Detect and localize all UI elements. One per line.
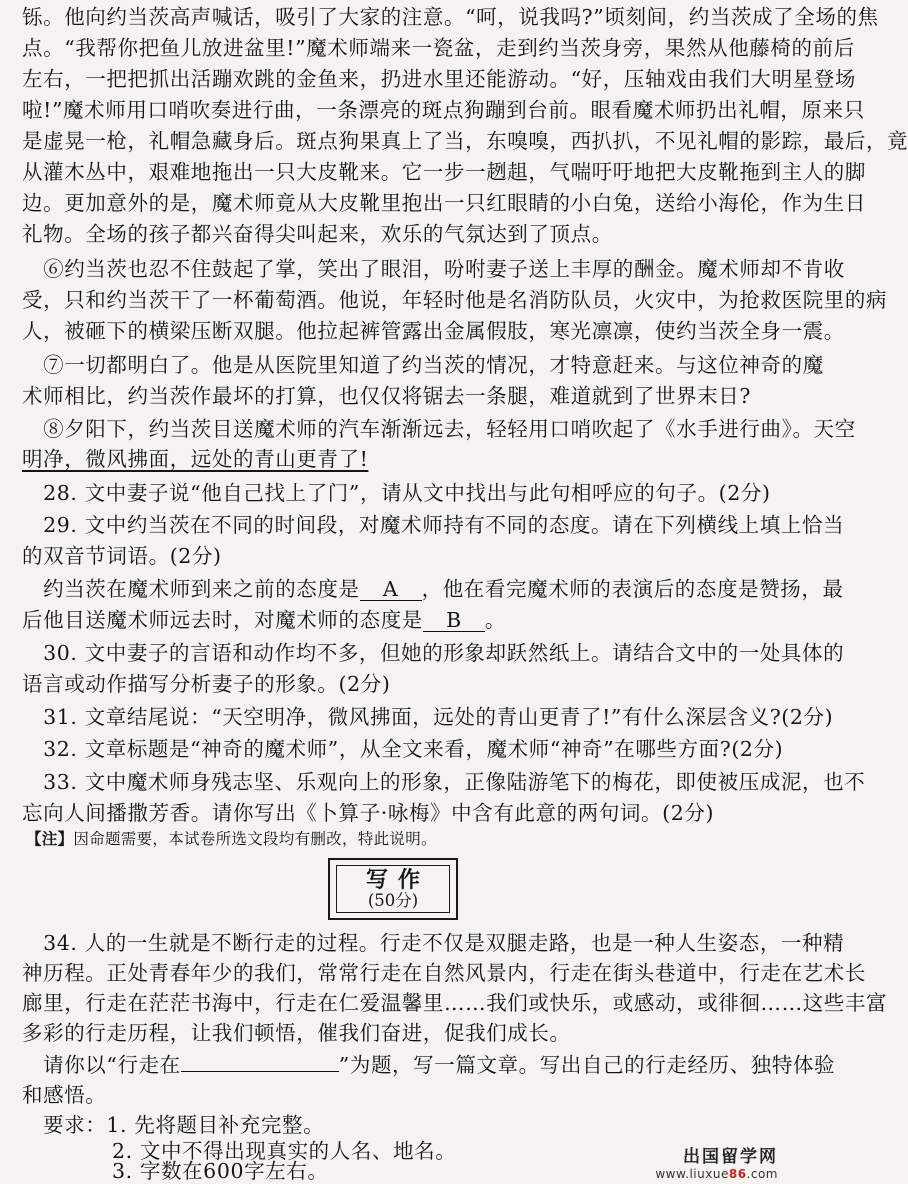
passage-line: 是虚晃一枪，礼帽急藏身后。斑点狗果真上了当，东嗅嗅，西扒扒，不见礼帽的影踪，最后，竟 <box>22 129 908 153</box>
passage-line: 左右，一把把抓出活蹦欢跳的金鱼来，扔进水里还能游动。“好，压轴戏由我们大明星登场 <box>22 67 856 91</box>
writing-section-inner <box>336 865 450 913</box>
passage-line: 铄。他向约当茨高声喊话，吸引了大家的注意。“呵，说我吗?”顷刻间，约当茨成了全场的焦 <box>22 5 879 29</box>
note-text: 因命题需要，本试卷所选文段均有删改，特此说明。 <box>73 830 437 848</box>
essay-prompt-line: 神历程。正处青春年少的我们，常常行走在自然风景内，行走在街头巷道中，行走在艺术长 <box>22 961 866 985</box>
requirement-2: 2. 文中不得出现真实的人名、地名。 <box>112 1139 457 1163</box>
essay-instruction-text: 请你以“行走在 <box>22 1053 181 1077</box>
passage-line: 从灌木丛中，艰难地拖出一只大皮靴来。它一步一趔趄，气喘吁吁地把大皮靴拖到主人的脚 <box>22 160 866 184</box>
watermark-title: 出国留学网 <box>683 1147 778 1167</box>
question-31: 31. 文章结尾说：“天空明净，微风拂面，远处的青山更青了!”有什么深层含义?(2分) <box>22 705 834 729</box>
question-29: 29. 文中约当茨在不同的时间段，对魔术师持有不同的态度。请在下列横线上填上恰当 <box>22 513 845 537</box>
essay-title-instruction <box>22 1052 835 1078</box>
requirement-3: 3. 字数在600字左右。 <box>112 1159 329 1183</box>
site-watermark <box>655 1142 778 1181</box>
question-30-line: 语言或动作描写分析妻子的形象。(2分) <box>22 672 391 696</box>
essay-title-blank[interactable] <box>181 1071 339 1072</box>
question-29-line: 的双音节词语。(2分) <box>22 544 222 568</box>
watermark-url: www.liuxue86.com <box>655 1167 778 1181</box>
blank-a[interactable]: A <box>360 578 422 601</box>
passage-line: 啦!”魔术师用口哨吹奏进行曲，一条漂亮的斑点狗蹦到台前。眼看魔术师扔出礼帽，原来只 <box>22 98 865 122</box>
question-29-text: 约当茨在魔术师到来之前的态度是 <box>22 577 360 601</box>
essay-prompt-line: 廊里，行走在茫茫书海中，行走在仁爱温馨里……我们或快乐，或感动，或徘徊……这些丰富 <box>22 991 888 1015</box>
passage-line: 人，被砸下的横梁压断双腿。他拉起裤管露出金属假肢，寒光凛凛，使约当茨全身一震。 <box>22 319 845 343</box>
question-29-text: 。 <box>484 608 507 632</box>
passage-line: 术师相比，约当茨作最坏的打算，也仅仅将锯去一条腿，难道就到了世界末日? <box>22 384 751 408</box>
essay-prompt-line: 和感悟。 <box>22 1083 107 1107</box>
note-label: 【注】 <box>26 829 74 848</box>
essay-prompt-line: 多彩的行走历程，让我们顿悟，催我们奋进，促我们成长。 <box>22 1021 571 1045</box>
question-29-blank-b-line <box>22 607 506 633</box>
question-30: 30. 文中妻子的言语和动作均不多，但她的形象却跃然纸上。请结合文中的一处具体的 <box>22 641 845 665</box>
essay-prompt-line: 34. 人的一生就是不断行走的过程。行走不仅是双腿走路，也是一种人生姿态，一种精 <box>22 931 845 955</box>
question-29-text: 后他目送魔术师远去时，对魔术师的态度是 <box>22 608 423 632</box>
requirement-text: 1. 先将题目补充完整。 <box>106 1113 325 1137</box>
writing-section-header <box>328 858 458 920</box>
passage-paragraph-6: ⑥约当茨也忍不住鼓起了掌，笑出了眼泪，吩咐妻子送上丰厚的酬金。魔术师却不肯收 <box>22 257 845 281</box>
blank-b[interactable]: B <box>423 609 485 632</box>
essay-instruction-text: ”为题，写一篇文章。写出自己的行走经历、独特体验 <box>338 1053 836 1077</box>
editor-note <box>26 828 437 850</box>
passage-ending-underlined: 明净，微风拂面，远处的青山更青了! <box>22 447 369 471</box>
question-32: 32. 文章标题是“神奇的魔术师”，从全文来看，魔术师“神奇”在哪些方面?(2分) <box>22 737 784 761</box>
requirement-1 <box>22 1112 324 1138</box>
passage-line: 受，只和约当茨干了一杯葡萄酒。他说，年轻时他是名消防队员，火灾中，为抢救医院里的病 <box>22 288 888 312</box>
passage-line: 点。“我帮你把鱼儿放进盆里!”魔术师端来一瓷盆，走到约当茨身旁，果然从他藤椅的前后 <box>22 36 855 60</box>
question-29-text: ，他在看完魔术师的表演后的态度是赞扬，最 <box>421 577 844 601</box>
section-score: (50分) <box>367 891 419 910</box>
question-33: 33. 文中魔术师身残志坚、乐观向上的形象，正像陆游笔下的梅花，即使被压成泥，也不 <box>22 770 866 794</box>
question-29-blank-a-line <box>22 576 844 602</box>
passage-paragraph-8: ⑧夕阳下，约当茨目送魔术师的汽车渐渐远去，轻轻用口哨吹起了《水手进行曲》。天空 <box>22 417 856 441</box>
question-33-line: 忘向人间播撒芳香。请你写出《卜算子·咏梅》中含有此意的两句词。(2分) <box>22 801 715 825</box>
section-title: 写作 <box>365 867 430 893</box>
passage-line: 边。更加意外的是，魔术师竟从大皮靴里抱出一只红眼睛的小白兔，送给小海伦，作为生日 <box>22 191 866 215</box>
question-28: 28. 文中妻子说“他自己找上了门”，请从文中找出与此句相呼应的句子。(2分) <box>22 481 771 505</box>
passage-line: 礼物。全场的孩子都兴奋得尖叫起来，欢乐的气氛达到了顶点。 <box>22 222 613 246</box>
requirements-label: 要求： <box>22 1113 107 1137</box>
passage-paragraph-7: ⑦一切都明白了。他是从医院里知道了约当茨的情况，才特意赶来。与这位神奇的魔 <box>22 353 824 377</box>
